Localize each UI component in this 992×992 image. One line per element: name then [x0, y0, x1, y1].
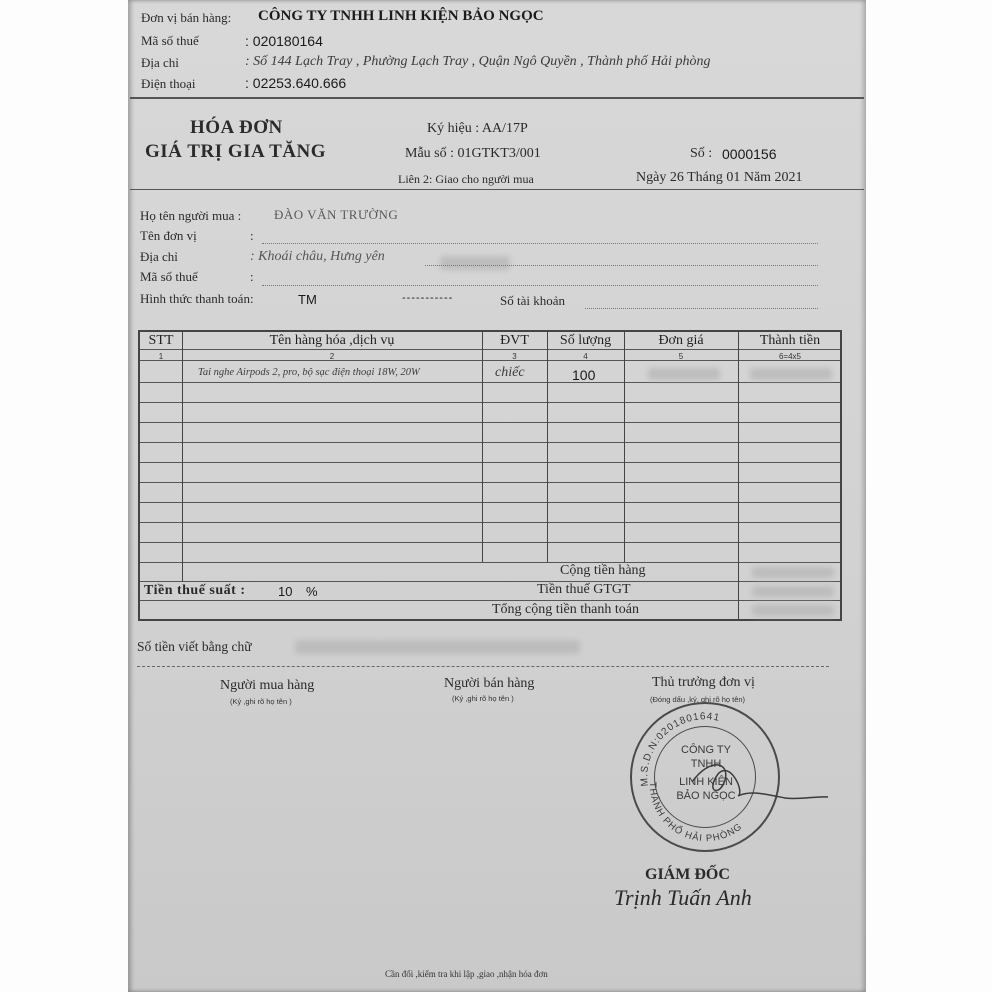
title-divider	[130, 189, 864, 190]
signature-scribble	[690, 752, 830, 812]
stamp-line2: TNHH	[690, 758, 722, 770]
table-row-line	[140, 442, 840, 443]
header-price: Đơn giá	[658, 333, 704, 348]
buyer-address-dots	[425, 265, 818, 266]
header-divider	[130, 97, 864, 99]
stamp-line1: CÔNG TY	[681, 744, 731, 756]
invoice-number-label: Số :	[690, 146, 713, 161]
items-table	[138, 330, 842, 621]
table-row-line	[140, 422, 840, 423]
header-amount: Thành tiền	[759, 333, 821, 348]
buyer-tax-dots	[262, 285, 818, 286]
sign-head: Thủ trưởng đơn vị	[652, 675, 755, 690]
buyer-unit-colon: :	[250, 228, 254, 243]
redacted-amount-words	[295, 640, 580, 654]
table-subtotal-line	[140, 581, 840, 582]
col-divider	[547, 332, 548, 562]
table-row-line	[140, 482, 840, 483]
colnum-1: 1	[158, 352, 164, 361]
buyer-address: : Khoái châu, Hưng yên	[250, 249, 385, 264]
account-dots	[585, 308, 818, 309]
table-row-line	[140, 382, 840, 383]
sign-head-note: (Đóng dấu ,ký, ghi rõ họ tên)	[650, 695, 746, 704]
background-right	[866, 0, 992, 992]
buyer-tax-colon: :	[250, 269, 254, 284]
invoice-copy: Liên 2: Giao cho người mua	[398, 172, 534, 186]
sign-buyer-note: (Ký ,ghi rõ họ tên )	[230, 697, 292, 706]
buyer-name-label: Họ tên người mua :	[140, 208, 242, 223]
sign-seller: Người bán hàng	[444, 676, 535, 691]
invoice-symbol: Ký hiệu : AA/17P	[427, 121, 528, 136]
table-tax-line	[140, 600, 840, 601]
vat-label: Tiền thuế GTGT	[537, 582, 631, 597]
redacted-address	[440, 256, 510, 270]
footer-note: Cần đổi ,kiểm tra khi lập ,giao ,nhận hóa đơn	[385, 969, 548, 979]
buyer-address-label: Địa chỉ	[140, 249, 178, 264]
background-left	[0, 0, 128, 992]
words-divider	[137, 666, 829, 667]
seller-name-label: Đơn vị bán hàng:	[141, 10, 232, 25]
director-title: GIÁM ĐỐC	[645, 866, 730, 883]
table-header-line	[140, 349, 840, 350]
seller-address: : Số 144 Lạch Tray , Phường Lạch Tray , Quận Ngô Quyền , Thành phố Hải phòng	[245, 54, 711, 69]
table-row-line	[140, 502, 840, 503]
seller-address-label: Địa chỉ	[141, 55, 179, 70]
invoice-form: Mẫu số : 01GTKT3/001	[405, 146, 541, 161]
payment-method: TM	[298, 292, 317, 307]
table-row-line	[140, 402, 840, 403]
redacted-subtotal	[752, 567, 834, 578]
colnum-2: 2	[329, 352, 335, 361]
stamp-ring-bottom: THÀNH PHỐ HẢI PHÒNG	[646, 781, 745, 845]
buyer-unit-dots	[262, 243, 818, 244]
col-divider	[624, 332, 625, 562]
redacted-vat	[752, 586, 834, 597]
table-row-line	[140, 462, 840, 463]
buyer-unit-label: Tên đơn vị	[140, 228, 197, 243]
account-label: Số tài khoản	[500, 293, 565, 308]
col-divider	[182, 332, 183, 581]
colnum-6: 6=4x5	[778, 352, 802, 361]
header-name: Tên hàng hóa ,dịch vụ	[269, 333, 395, 348]
invoice-number: 0000156	[722, 146, 777, 162]
header-qty: Số lượng	[559, 333, 612, 348]
table-row-line	[140, 542, 840, 543]
seller-tax: : 020180164	[245, 33, 323, 49]
payment-label: Hình thức thanh toán:	[140, 291, 254, 306]
director-name: Trịnh Tuấn Anh	[614, 885, 752, 910]
seller-tax-label: Mã số thuế	[141, 33, 199, 48]
seller-phone: : 02253.640.666	[245, 75, 347, 91]
header-stt: STT	[148, 333, 174, 348]
redacted-price	[648, 368, 720, 380]
item-name: Tai nghe Airpods 2, pro, bộ sạc điện thoại 18W, 20W	[198, 367, 420, 378]
item-qty: 100	[572, 367, 596, 383]
invoice-title-line2: GIÁ TRỊ GIA TĂNG	[145, 141, 326, 162]
header-unit: ĐVT	[500, 333, 529, 348]
total-label: Tổng cộng tiền thanh toán	[492, 602, 639, 617]
redacted-total	[752, 605, 834, 616]
table-items-end-line	[140, 562, 840, 563]
subtotal-label: Cộng tiền hàng	[560, 563, 646, 578]
colnum-4: 4	[583, 352, 588, 361]
buyer-tax-label: Mã số thuế	[140, 269, 198, 284]
redacted-amount	[750, 368, 832, 380]
invoice-date: Ngày 26 Tháng 01 Năm 2021	[636, 170, 803, 185]
buyer-name: ĐÀO VĂN TRƯỜNG	[274, 207, 399, 222]
col-divider	[738, 332, 739, 619]
sign-seller-note: (Ký ,ghi rõ họ tên )	[452, 694, 514, 703]
sign-buyer: Người mua hàng	[220, 678, 315, 693]
stamp-line4: BẢO NGỌC	[676, 790, 736, 802]
tax-rate-label: Tiền thuế suất :	[144, 583, 246, 598]
col-divider	[482, 332, 483, 562]
payment-dashes: -----------	[402, 292, 454, 304]
invoice-title-line1: HÓA ĐƠN	[190, 117, 283, 138]
item-unit: chiếc	[495, 365, 525, 380]
colnum-5: 5	[678, 352, 684, 361]
seller-phone-label: Điện thoại	[141, 76, 196, 91]
stamp-ring-top: M.S.D.N:0201801641	[639, 711, 722, 787]
tax-rate-value: 10	[278, 584, 293, 599]
seller-name: CÔNG TY TNHH LINH KIỆN BẢO NGỌC	[258, 8, 544, 24]
table-row-line	[140, 522, 840, 523]
stamp-line3: LINH KIỆN	[679, 776, 733, 788]
colnum-3: 3	[512, 352, 517, 361]
amount-words-label: Số tiền viết bằng chữ	[137, 639, 252, 654]
tax-rate-percent: %	[306, 584, 318, 599]
